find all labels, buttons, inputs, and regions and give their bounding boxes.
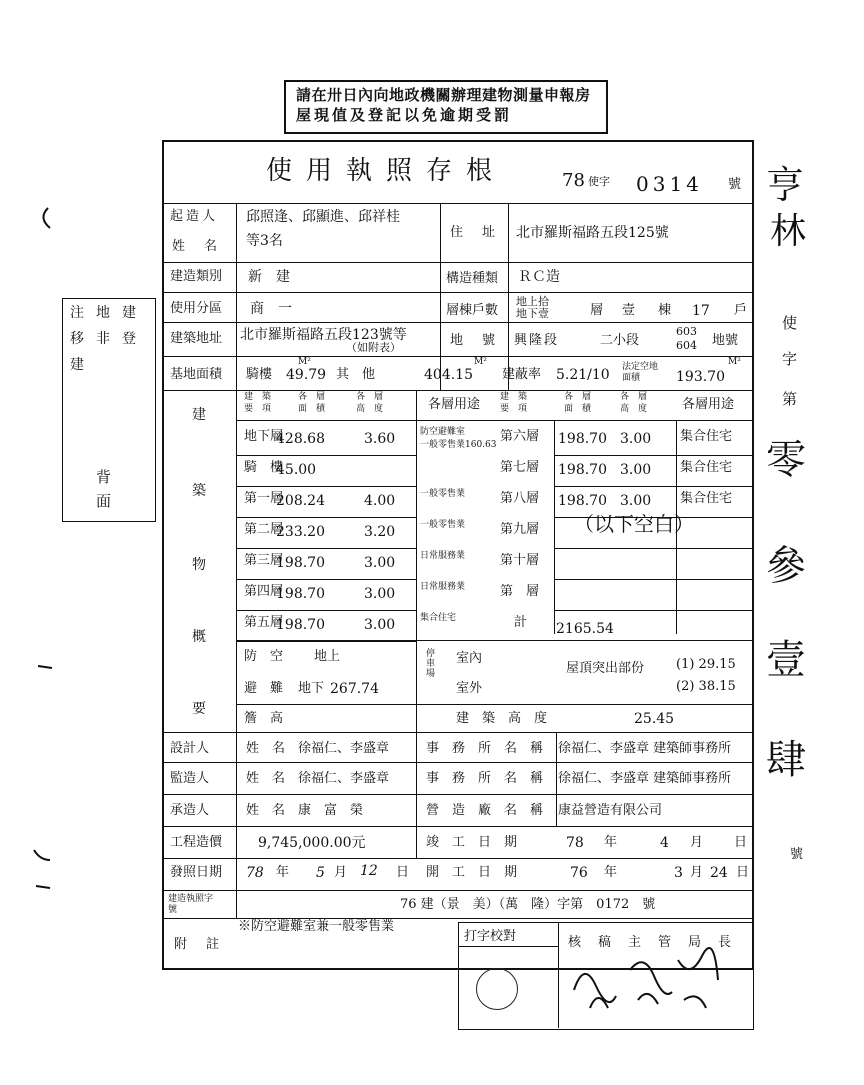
floor-name: 地下層 bbox=[244, 429, 284, 444]
side-right-c3: 第 bbox=[782, 390, 798, 408]
side-right-c2: 字 bbox=[782, 350, 798, 368]
issue-d-l: 日 bbox=[396, 865, 410, 880]
floor-area: 198.70 bbox=[558, 493, 607, 509]
floor-area: 198.70 bbox=[558, 462, 607, 478]
floor-height: 3.20 bbox=[364, 524, 396, 540]
floor-use: 一般零售業 bbox=[420, 489, 466, 499]
checker-label: 打字校對 bbox=[464, 929, 517, 944]
completion-d: 日 bbox=[734, 835, 748, 850]
unit-m2-a: M² bbox=[298, 357, 311, 367]
floors-units: 17 bbox=[692, 303, 710, 319]
floor-name: 第七層 bbox=[500, 460, 540, 475]
parking-label: 停 車 場 bbox=[426, 649, 445, 679]
other-label: 其 他 bbox=[336, 367, 376, 382]
supervisor-firm-label: 事 務 所 名 稱 bbox=[426, 771, 544, 786]
arcade-label: 騎樓 bbox=[246, 367, 273, 382]
height-label: 建 築 高 度 bbox=[456, 711, 548, 726]
building-label-1: 建 bbox=[192, 407, 206, 423]
floors-count: 壹 bbox=[622, 303, 636, 318]
form-title: 使用執照存根 bbox=[266, 156, 507, 186]
remarks-text: ※防空避難室兼一般零售業 bbox=[238, 919, 395, 934]
completion-year: 78 bbox=[566, 835, 584, 851]
side-char: 地 bbox=[96, 305, 110, 321]
floor-area: 198.70 bbox=[276, 586, 325, 602]
approval-cell: 主 bbox=[628, 935, 642, 950]
contractor-firm-label: 營 造 廠 名 稱 bbox=[426, 803, 544, 818]
permit-year: 78 bbox=[562, 170, 585, 191]
side-right-c5: 參 bbox=[766, 543, 806, 589]
legal-area-label: 法定空地面積 bbox=[622, 362, 659, 383]
designer-name: 徐福仁、李盛章 bbox=[298, 741, 390, 756]
roof-2: (2) 38.15 bbox=[676, 679, 736, 694]
designer-name-label: 姓 名 bbox=[246, 741, 286, 756]
start-y-l: 年 bbox=[604, 865, 618, 880]
floor-name: 第六層 bbox=[500, 429, 540, 444]
col-height-r: 各 層 高 度 bbox=[620, 392, 648, 414]
floor-height: 3.00 bbox=[620, 431, 652, 447]
parking-indoor: 室內 bbox=[456, 651, 483, 666]
address-label: 住 址 bbox=[450, 225, 499, 240]
floor-height: 4.00 bbox=[364, 493, 396, 509]
designer-label: 設計人 bbox=[170, 741, 210, 756]
issue-m-l: 月 bbox=[334, 865, 348, 880]
applicant-names-2: 等3名 bbox=[246, 233, 283, 249]
contractor-label: 承造人 bbox=[170, 803, 210, 818]
floor-height: 3.00 bbox=[364, 555, 396, 571]
unit-m2-b: M² bbox=[474, 357, 487, 367]
applicant-address: 北市羅斯福路五段125號 bbox=[516, 225, 669, 241]
parking-outdoor: 室外 bbox=[456, 681, 483, 696]
side-char: 登 bbox=[122, 331, 136, 347]
shelter-above-label: 地上 bbox=[314, 649, 341, 664]
site-address-note: （如附表） bbox=[346, 341, 401, 354]
floor-name: 第八層 bbox=[500, 491, 540, 506]
floor-name: 第九層 bbox=[500, 522, 540, 537]
contractor-name: 康 富 榮 bbox=[298, 803, 364, 818]
applicant-names: 邱照逢、邱顯進、邱祥桂 bbox=[246, 209, 400, 225]
structure-label: 構造種類 bbox=[446, 271, 499, 286]
floor-use: 日常服務業 bbox=[420, 582, 466, 592]
building-label-3: 物 bbox=[192, 557, 206, 573]
designer-firm-label: 事 務 所 名 稱 bbox=[426, 741, 544, 756]
contractor-name-label: 姓 名 bbox=[246, 803, 286, 818]
lot-label: 地 號 bbox=[450, 333, 499, 348]
side-right-c4: 零 bbox=[766, 437, 806, 483]
col-area: 各 層 面 積 bbox=[298, 392, 326, 414]
side-right-2: 林 bbox=[770, 211, 807, 252]
floor-use: 集合住宅 bbox=[420, 613, 457, 623]
col-item: 建 築 要 項 bbox=[244, 392, 272, 414]
zoning-label: 使用分區 bbox=[170, 301, 223, 316]
approval-cell: 管 bbox=[658, 935, 672, 950]
floor-name: 第十層 bbox=[500, 553, 540, 568]
issue-year: 78 bbox=[246, 865, 264, 881]
floors-bldg: 棟 bbox=[658, 303, 672, 318]
issue-y-l: 年 bbox=[276, 865, 290, 880]
col-use: 各層用途 bbox=[428, 397, 481, 412]
total-area: 2165.54 bbox=[556, 621, 614, 637]
side-char: 移 bbox=[70, 331, 84, 347]
approval-cell: 長 bbox=[718, 935, 732, 950]
floor-height: 3.00 bbox=[620, 462, 652, 478]
floor-name: 第四層 bbox=[244, 584, 284, 599]
side-slip-back-2: 面 bbox=[96, 492, 112, 510]
floor-name: 第一層 bbox=[244, 491, 284, 506]
permit-ref-label: 建造執照字 號 bbox=[168, 894, 223, 916]
shelter-below-area: 267.74 bbox=[330, 681, 379, 697]
shelter-below-label: 地下 bbox=[298, 681, 325, 696]
permit-number: 0314 bbox=[636, 172, 703, 196]
total-label: 計 bbox=[514, 615, 528, 630]
col-height: 各 層 高 度 bbox=[356, 392, 384, 414]
shelter-label: 防 空 bbox=[244, 649, 284, 664]
approval-cell: 稿 bbox=[598, 935, 612, 950]
floor-area: 208.24 bbox=[276, 493, 325, 509]
margin-marks-left bbox=[28, 200, 58, 900]
floor-height: 3.00 bbox=[620, 493, 652, 509]
signature-scribbles bbox=[560, 930, 750, 1026]
floor-name: 第 層 bbox=[500, 584, 540, 599]
floor-use: 日常服務業 bbox=[420, 551, 466, 561]
floor-area: 198.70 bbox=[558, 431, 607, 447]
floor-use: 集合住宅 bbox=[680, 460, 733, 475]
side-right-c8: 號 bbox=[790, 847, 804, 862]
start-m-l: 月 bbox=[690, 865, 704, 880]
col-use-r: 各層用途 bbox=[682, 397, 735, 412]
roof-1: (1) 29.15 bbox=[676, 657, 736, 672]
issue-month: 5 bbox=[316, 865, 325, 881]
supervisor-label: 監造人 bbox=[170, 771, 210, 786]
permit-suffix: 號 bbox=[728, 177, 742, 192]
notice-line-2: 屋現值及登記以免逾期受罰 bbox=[296, 106, 513, 124]
floor-height: 3.60 bbox=[364, 431, 396, 447]
eaves-label: 簷 高 bbox=[244, 711, 284, 726]
floors-label: 層棟戶數 bbox=[446, 303, 499, 318]
floor-area: 428.68 bbox=[276, 431, 325, 447]
side-right-c7: 肆 bbox=[766, 737, 806, 783]
supervisor-name: 徐福仁、李盛章 bbox=[298, 771, 390, 786]
floor-area: 198.70 bbox=[276, 555, 325, 571]
side-right-1: 亨 bbox=[766, 163, 805, 207]
supervisor-firm: 徐福仁、李盛章 建築師事務所 bbox=[558, 771, 732, 786]
building-type: 新 建 bbox=[248, 269, 290, 285]
start-day: 24 bbox=[710, 865, 728, 881]
building-height: 25.45 bbox=[634, 711, 675, 727]
lot-sub: 二小段 bbox=[600, 333, 640, 348]
side-char: 建 bbox=[70, 357, 84, 373]
building-label-4: 概 bbox=[192, 629, 206, 645]
other-area: 404.15 bbox=[424, 367, 473, 383]
roof-label: 屋頂突出部份 bbox=[566, 661, 645, 676]
start-year: 76 bbox=[570, 865, 588, 881]
site-address-label: 建築地址 bbox=[170, 331, 223, 346]
cost-label: 工程造價 bbox=[170, 835, 223, 850]
completion-month: 4 bbox=[660, 835, 669, 851]
side-slip-back-1: 背 bbox=[96, 468, 112, 486]
completion-label: 竣 工 日 期 bbox=[426, 835, 518, 850]
building-label-2: 築 bbox=[192, 483, 206, 499]
side-char: 建 bbox=[122, 305, 136, 321]
floor-use: 防空避難室 一般零售業160.63 bbox=[420, 427, 497, 450]
col-item-r: 建 築 要 項 bbox=[500, 392, 528, 414]
structure-type: ＲＣ造 bbox=[518, 269, 560, 285]
floor-area: 198.70 bbox=[276, 617, 325, 633]
approval-cell: 局 bbox=[688, 935, 702, 950]
remarks-label: 附 註 bbox=[174, 937, 223, 952]
floor-name: 第三層 bbox=[244, 553, 284, 568]
cost-value: 9,745,000.00元 bbox=[258, 835, 366, 851]
floor-area: 45.00 bbox=[276, 462, 317, 478]
zoning-value: 商 一 bbox=[250, 301, 292, 317]
blank-note: （以下空白） bbox=[574, 512, 694, 536]
floors-below: 地下壹 bbox=[516, 307, 549, 320]
lot-n1: 603 bbox=[676, 325, 697, 338]
applicant-name-label: 姓 名 bbox=[172, 239, 221, 254]
coverage-label: 建蔽率 bbox=[502, 367, 542, 382]
floor-use: 集合住宅 bbox=[680, 429, 733, 444]
floor-name: 第五層 bbox=[244, 615, 284, 630]
start-month: 3 bbox=[674, 865, 683, 881]
building-type-label: 建造類別 bbox=[170, 269, 223, 284]
designer-firm: 徐福仁、李盛章 建築師事務所 bbox=[558, 741, 732, 756]
completion-m-l: 月 bbox=[690, 835, 704, 850]
site-address: 北市羅斯福路五段123號等 bbox=[240, 327, 407, 343]
legal-area: 193.70 bbox=[676, 369, 725, 385]
notice-line-1: 請在卅日內向地政機關辦理建物測量申報房 bbox=[296, 86, 591, 104]
floors-layer: 層 bbox=[590, 303, 604, 318]
coverage-value: 5.21/10 bbox=[556, 367, 610, 383]
side-right-c1: 使 bbox=[782, 314, 798, 332]
contractor-firm: 康益營造有限公司 bbox=[558, 803, 663, 818]
floor-height: 3.00 bbox=[364, 617, 396, 633]
floor-use: 集合住宅 bbox=[680, 491, 733, 506]
side-right-c6: 壹 bbox=[766, 637, 806, 683]
building-label-5: 要 bbox=[192, 701, 206, 717]
shelter-label-2: 避 難 bbox=[244, 681, 284, 696]
side-char: 注 bbox=[70, 305, 84, 321]
floor-area: 233.20 bbox=[276, 524, 325, 540]
lot-section: 興隆段 bbox=[514, 333, 560, 348]
issue-label: 發照日期 bbox=[170, 865, 223, 880]
arcade-area: 49.79 bbox=[286, 367, 327, 383]
floor-name: 第二層 bbox=[244, 522, 284, 537]
site-area-label: 基地面積 bbox=[170, 367, 223, 382]
start-d-l: 日 bbox=[736, 865, 750, 880]
floor-use: 一般零售業 bbox=[420, 520, 466, 530]
side-char: 非 bbox=[96, 331, 110, 347]
col-area-r: 各 層 面 積 bbox=[564, 392, 592, 414]
issue-day: 12 bbox=[360, 863, 378, 879]
approval-cell: 核 bbox=[568, 935, 582, 950]
permit-ref: 76 建（景 美）（萬 隆）字第 0172 號 bbox=[400, 897, 656, 912]
floor-height: 3.00 bbox=[364, 586, 396, 602]
unit-m2-c: M² bbox=[728, 357, 741, 367]
supervisor-name-label: 姓 名 bbox=[246, 771, 286, 786]
start-label: 開 工 日 期 bbox=[426, 865, 518, 880]
lot-suffix: 地號 bbox=[712, 333, 739, 348]
checker-stamp bbox=[476, 968, 518, 1010]
lot-n2: 604 bbox=[676, 339, 697, 352]
floors-unit-label: 戶 bbox=[734, 303, 748, 318]
floor-name: 騎 樓 bbox=[244, 460, 284, 475]
floors-above: 地上拾 bbox=[516, 295, 549, 308]
applicant-label: 起造人 bbox=[170, 209, 219, 224]
permit-label: 使字 bbox=[588, 175, 610, 188]
completion-y-l: 年 bbox=[604, 835, 618, 850]
